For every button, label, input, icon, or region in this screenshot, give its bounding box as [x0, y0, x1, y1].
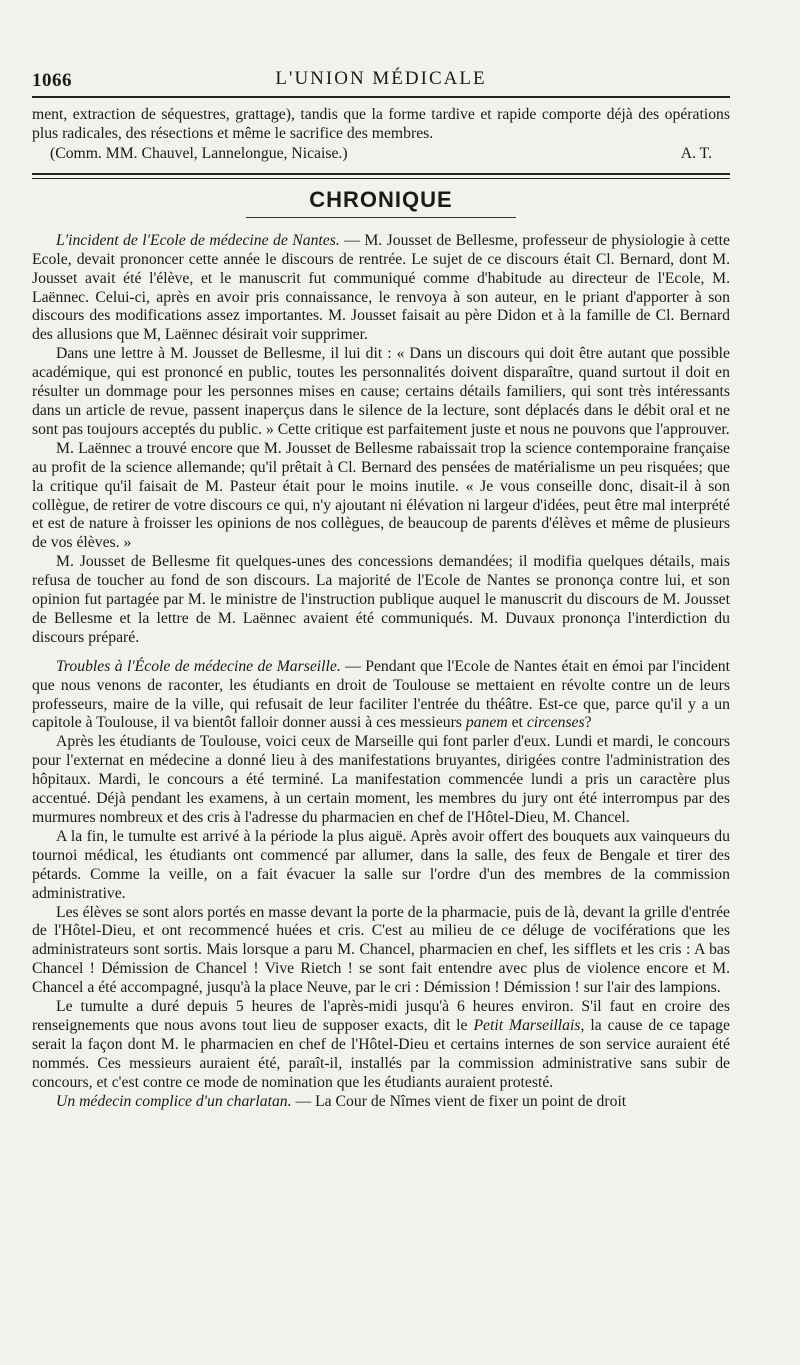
question-mark: ?: [584, 714, 592, 732]
nantes-paragraph-1: [32, 232, 730, 345]
marseille-paragraph-4: Les élèves se sont alors portés en masse devant la porte de la pharmacie, puis de là, devant la grille d'entrée de l'Hôtel-Dieu, et ont recommencé huées et cris. C'est au milieu de ce déluge de vociférations que les administrateurs sont sortis. Mais lorsque a paru M. Chancel, pharmacien en chef, les sifflets et les cris : A bas Chancel ! Démission de Chancel ! Vive Rietch ! se sont fait entendre avec plus de violence encore et M. Chancel a été accompagné, jusqu'à la place Neuve, par le cri : Démission ! Démission ! sur l'air des lampions.: [32, 903, 730, 997]
newspaper-name: Petit Marseillais: [473, 1016, 581, 1034]
marseille-paragraph-1: [32, 658, 730, 734]
marseille-paragraph-2: Après les étudiants de Toulouse, voici ceux de Marseille qui font parler d'eux. Lundi et mardi, le concours pour l'externat en médecine a donné lieu à des manifestations bruyantes, dirigées contre l'administration des hôpitaux. Mardi, le concours a été terminé. La manifestation commencée lundi a pris un caractère plus accentué. Déjà pendant les examens, à un certain moment, les membres du jury ont été interrompus par des murmures nombreux et des cris à l'adresse du pharmacien en chef de l'Hôtel-Dieu, M. Chancel.: [32, 733, 730, 826]
nantes-paragraph-2: Dans une lettre à M. Jousset de Bellesme, il lui dit : « Dans un discours qui doit être autant que possible académique, qui est prononcé en public, toutes les personnalités doivent disparaître, quand surtout il doit en résulter un dommage pour les personnes mises en cause; certains détails familiers, qui sont très intéressants dans un article de revue, passent inaperçus dans le silence de la lecture, sont déplacés dans le débit oral et ne sont pas toujours acceptés du public. » Cette critique est parfaitement juste et nous ne pouvons que l'approuver.: [32, 345, 730, 438]
latin-et: et: [507, 714, 527, 732]
marseille-dash: —: [340, 657, 366, 675]
intro-attribution-line: [32, 144, 730, 163]
nantes-p1-text: M. Jousset de Bellesme, professeur de physiologie à cette Ecole, devait prononcer cette année le discours de rentrée. Le sujet de ce discours était Cl. Bernard, dont M. Jousset avait été l'élève, et le manuscrit fut communiqué comme d'habitude au directeur de l'Ecole, M. Laënnec. Celui-ci, après en avoir pris connaissance, le renvoya à son auteur, en le priant d'apporter à son discours des modifications assez importantes. M. Jousset faisait au père Didon et à la famille de Cl. Bernard des allusions que M, Laënnec désirait voir supprimer.: [32, 231, 730, 344]
title-underline: [246, 217, 516, 218]
intro-paragraph: ment, extraction de séquestres, grattage), tandis que la forme tardive et rapide comporte déjà des opérations plus radicales, des résections et même le sacrifice des membres.: [32, 106, 730, 142]
section-title: CHRONIQUE: [309, 186, 453, 212]
section-divider: [32, 173, 730, 179]
marseille-p1-text: Pendant que l'Ecole de Nantes était en émoi par l'incident que nous venons de raconter, les étudiants en droit de Toulouse se mettaient en révolte contre un de leurs professeurs, maire de la ville, qui refusait de leur faciliter l'entrée du théâtre. Est-ce que, parce qu'il y a un capitole à Toulouse, il va bientôt falloir donner aussi à ces messieurs: [32, 657, 730, 732]
nimes-p1-text: La Cour de Nîmes vient de fixer un point de droit: [315, 1092, 627, 1110]
marseille-p5-b: , la cause de ce tapage serait la façon dont M. le pharmacien en chef de l'Hôtel-Dieu et certains internes de son service auraient été nommés. Ces messieurs auraient été, paraît-il, installés par la commission administrative sans subir de concours, et c'est contre ce mode de nomination que les étudiants auraient protesté.: [32, 1016, 730, 1091]
nantes-paragraph-4: M. Jousset de Bellesme fit quelques-unes des concessions demandées; il modifia quelques détails, mais refusa de toucher au fond de son discours. La majorité de l'Ecole de Nantes se prononça contre lui, et son opinion fut partagée par M. le ministre de l'instruction publique auquel le manuscrit du discours de M. Jousset de Bellesme et la lettre de M. Laënnec avaient été communiqués. M. Duvaux prononça l'interdiction du discours préparé.: [32, 553, 730, 646]
nantes-dash: —: [339, 231, 365, 249]
page-number: 1066: [32, 70, 72, 91]
nantes-lead: L'incident de l'Ecole de médecine de Nantes.: [56, 231, 340, 249]
latin-panem: panem: [465, 714, 508, 732]
marseille-paragraph-3: A la fin, le tumulte est arrivé à la période la plus aiguë. Après avoir offert des bouquets aux vainqueurs du tournoi médical, les étudiants ont commencé par allumer, dans la salle, des feux de Bengale et tirer des pétards. Comme la veille, on a fait évacuer la salle sur l'ordre d'un des membres de la commission administrative.: [32, 827, 730, 902]
intro-attribution: (Comm. MM. Chauvel, Lannelongue, Nicaise.): [50, 144, 348, 162]
latin-circenses: circenses: [526, 714, 585, 732]
marseille-p5-a: Le tumulte a duré depuis 5 heures de l'après-midi jusqu'à 6 heures environ. S'il faut en croire des renseignements que nous avons tout lieu de supposer exacts, dit le: [32, 998, 730, 1034]
nimes-lead: Un médecin complice d'un charlatan.: [56, 1092, 292, 1110]
nimes-paragraph-1: [32, 1093, 730, 1112]
marseille-paragraph-5: [32, 998, 730, 1093]
nantes-paragraph-3: M. Laënnec a trouvé encore que M. Jousset de Bellesme rabaissait trop la science contemporaine française au profit de la science allemande; qu'il prêtait à Cl. Bernard des pensées de matérialisme un peu risquées; que la critique qu'il faisait de M. Pasteur était pour le moins inutile. « Je vous conseille donc, disait-il à son collègue, de retirer de votre discours ce qui, n'y ajoutant ni élévation ni largeur d'idées, peut être mal interprété et est de nature à froisser les opinions de nos collègues, de beaucoup de parents d'élèves et même de plusieurs de vos élèves. »: [32, 439, 730, 552]
intro-initials: A. T.: [680, 144, 712, 162]
page-header: [32, 62, 730, 98]
marseille-lead: Troubles à l'École de médecine de Marseille.: [56, 657, 341, 675]
nimes-dash: —: [291, 1092, 316, 1110]
journal-title: L'UNION MÉDICALE: [275, 68, 487, 89]
